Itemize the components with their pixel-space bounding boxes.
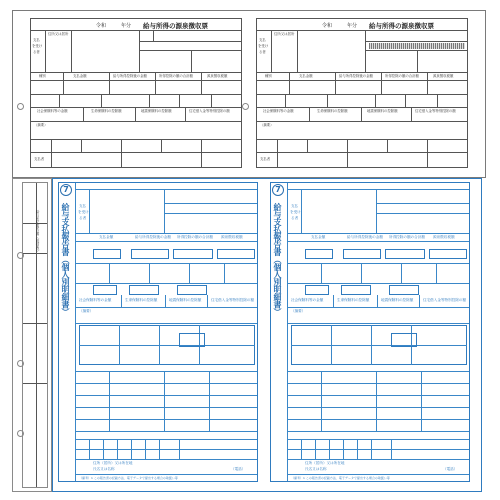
earthquake-insurance-label: 地震保険料の控除額: [367, 109, 398, 113]
form-number-badge: 7: [60, 184, 72, 196]
payment-amount-label: 支払金額: [311, 235, 326, 239]
year-label: 年分: [121, 23, 132, 29]
housing-loan-label: 住宅借入金等特別控除の額: [415, 109, 456, 113]
form-number-badge: 7: [272, 184, 284, 196]
recipient-label: る者: [33, 50, 40, 54]
tax-amount-label: 源泉徴収税額: [433, 74, 454, 78]
recipient-label: 支払: [79, 204, 87, 208]
life-insurance-label: 生命保険料の控除額: [317, 109, 348, 113]
deduction-after-label: 給与所得控除後の金額: [135, 235, 171, 239]
recipient-label: る者: [259, 50, 266, 54]
housing-loan-label: 住宅借入金等特別控除の額: [211, 298, 255, 302]
salary-report-right: [270, 182, 470, 482]
withholding-slip-left: [30, 18, 242, 168]
era-label: 令和: [96, 23, 107, 29]
deduction-total-label: 所得控除の額の合計額: [159, 74, 193, 78]
payer-name-label: 氏名又は名称: [93, 467, 115, 471]
deduction-total-label: 所得控除の額の合計額: [177, 235, 213, 239]
recipient-label: を受け: [258, 44, 269, 48]
punch-hole: [242, 103, 249, 110]
era-label: 令和: [322, 23, 333, 29]
deduction-after-label: 給与所得控除後の金額: [347, 235, 383, 239]
salary-report-left: [58, 182, 258, 482]
masked-number-field: [369, 43, 465, 49]
year-label: 年分: [347, 23, 358, 29]
phone-label: （電話）: [231, 467, 246, 471]
life-insurance-label: 生命保険料の控除額: [91, 109, 122, 113]
category-label: 種別: [39, 74, 46, 78]
deduction-total-label: 所得控除の額の合計額: [389, 235, 425, 239]
category-label: 種別: [265, 74, 272, 78]
payment-amount-label: 支払金額: [73, 74, 87, 78]
life-insurance-label: 生命保険料の控除額: [125, 298, 158, 302]
social-insurance-label: 社会保険料等の金額: [291, 298, 324, 302]
stub-form: [22, 182, 48, 488]
remarks-label: （摘要）: [260, 123, 274, 127]
housing-loan-label: 住宅借入金等特別控除の額: [423, 298, 467, 302]
withholding-slip-right: [256, 18, 468, 168]
payer-label: 支払者: [260, 157, 271, 161]
vertical-form-title: 給与支払報告書（個人別明細書）: [61, 203, 70, 316]
payment-amount-label: 支払金額: [99, 235, 114, 239]
recipient-label: る者: [79, 216, 87, 220]
tax-amount-label: 源泉徴収税額: [221, 235, 243, 239]
deduction-after-label: 給与所得控除後の金額: [113, 74, 147, 78]
recipient-label: を受け: [78, 210, 89, 214]
tax-amount-label: 源泉徴収税額: [207, 74, 228, 78]
perforation-line: [52, 178, 482, 179]
recipient-label: を受け: [290, 210, 301, 214]
life-insurance-label: 生命保険料の控除額: [337, 298, 370, 302]
payment-amount-label: 支払金額: [299, 74, 313, 78]
address-label: 住所又は居所: [48, 32, 69, 36]
recipient-label: る者: [291, 216, 299, 220]
form-title: 給与所得の源泉徴収票: [369, 22, 434, 30]
remarks-label: （摘要）: [34, 123, 48, 127]
footer-note: （備考）1 この報告書の記載方法、電子データで提出する場合の取扱い等: [291, 476, 390, 480]
address-label: 住所又は居所: [274, 32, 295, 36]
recipient-label: 支払: [33, 38, 40, 42]
punch-hole: [17, 103, 24, 110]
recipient-label: を受け: [32, 44, 43, 48]
tax-amount-label: 源泉徴収税額: [433, 235, 455, 239]
recipient-label: 支払: [291, 204, 299, 208]
phone-label: （電話）: [443, 467, 458, 471]
social-insurance-label: 社会保険料等の金額: [79, 298, 112, 302]
earthquake-insurance-label: 地震保険料の控除額: [381, 298, 414, 302]
footer-note: （備考）1 この報告書の記載方法、電子データで提出する場合の取扱い等: [79, 476, 178, 480]
payer-name-label: 氏名又は名称: [305, 467, 327, 471]
social-insurance-label: 社会保険料等の金額: [37, 109, 68, 113]
payer-address-label: 住所（居所）又は所在地: [93, 461, 133, 465]
earthquake-insurance-label: 地震保険料の控除額: [169, 298, 202, 302]
form-title: 給与所得の源泉徴収票: [143, 22, 208, 30]
deduction-total-label: 所得控除の額の合計額: [385, 74, 419, 78]
stub-note: 給与支払報告書（総括表）: [36, 210, 40, 254]
remarks-label: （摘要）: [79, 309, 94, 313]
vertical-form-title: 給与支払報告書（個人別明細書）: [273, 203, 282, 316]
recipient-label: 支払: [259, 38, 266, 42]
earthquake-insurance-label: 地震保険料の控除額: [141, 109, 172, 113]
payer-label: 支払者: [34, 157, 45, 161]
housing-loan-label: 住宅借入金等特別控除の額: [189, 109, 230, 113]
remarks-label: （摘要）: [291, 309, 306, 313]
deduction-after-label: 給与所得控除後の金額: [339, 74, 373, 78]
payer-address-label: 住所（居所）又は所在地: [305, 461, 345, 465]
social-insurance-label: 社会保険料等の金額: [263, 109, 294, 113]
